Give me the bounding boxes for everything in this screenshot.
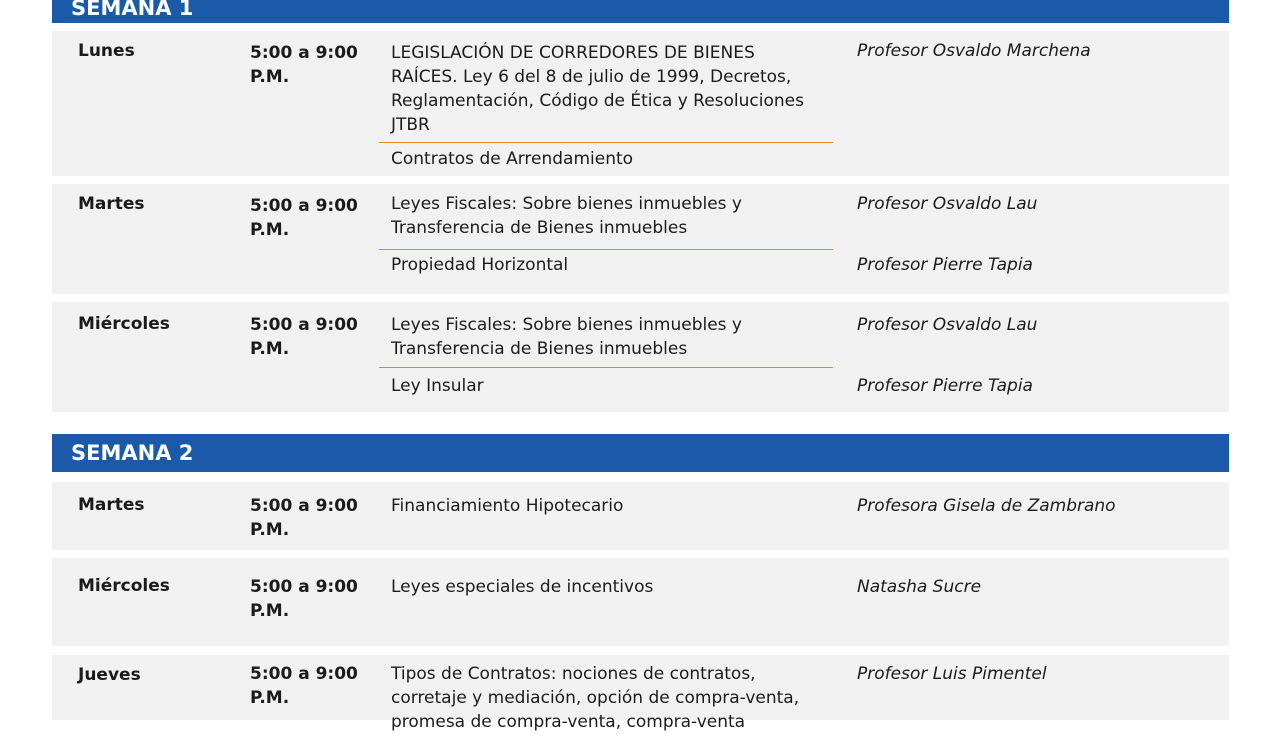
topic-separator <box>379 249 833 250</box>
time-label: 5:00 a 9:00 P.M. <box>250 315 358 359</box>
time-label: 5:00 a 9:00 P.M. <box>250 43 358 87</box>
week-1-header <box>52 0 1229 23</box>
schedule-row <box>52 302 1229 412</box>
topic-text: Leyes Fiscales: Sobre bienes inmuebles y Transferencia de Bienes inmuebles <box>391 315 742 359</box>
time-label: 5:00 a 9:00 P.M. <box>250 577 358 621</box>
time-label: 5:00 a 9:00 P.M. <box>250 664 358 708</box>
professor-name: Profesor Osvaldo Lau <box>857 194 1038 214</box>
day-label: Martes <box>78 495 145 515</box>
topic-text: Leyes especiales de incentivos <box>391 577 654 597</box>
day-label: Miércoles <box>78 576 170 596</box>
week-1-title: SEMANA 1 <box>71 0 194 20</box>
week-2-title: SEMANA 2 <box>71 441 194 465</box>
day-label: Jueves <box>78 665 141 685</box>
schedule-row <box>52 558 1229 646</box>
day-label: Martes <box>78 194 145 214</box>
topic-separator <box>379 142 833 143</box>
day-label: Miércoles <box>78 314 170 334</box>
schedule-row <box>52 482 1229 550</box>
time-label: 5:00 a 9:00 P.M. <box>250 196 358 240</box>
topic-text: Leyes Fiscales: Sobre bienes inmuebles y Transferencia de Bienes inmuebles <box>391 194 742 238</box>
day-label: Lunes <box>78 41 135 61</box>
topic-separator <box>379 367 833 368</box>
week-2-header <box>52 434 1229 472</box>
schedule-row <box>52 655 1229 732</box>
professor-name: Profesor Pierre Tapia <box>857 376 1033 396</box>
topic-text: Propiedad Horizontal <box>391 255 569 275</box>
schedule-row <box>52 31 1229 176</box>
topic-text: Tipos de Contratos: nociones de contratos, corretaje y mediación, opción de compra-venta, promesa de compra-venta, compra-venta <box>391 664 800 732</box>
professor-name: Profesor Luis Pimentel <box>857 664 1047 684</box>
topic-text: Ley Insular <box>391 376 484 396</box>
professor-name: Profesor Pierre Tapia <box>857 255 1033 275</box>
professor-name: Profesor Osvaldo Marchena <box>857 41 1091 61</box>
schedule-row <box>52 184 1229 294</box>
professor-name: Natasha Sucre <box>857 577 982 597</box>
professor-name: Profesora Gisela de Zambrano <box>857 496 1116 516</box>
professor-name: Profesor Osvaldo Lau <box>857 315 1038 335</box>
topic-text: LEGISLACIÓN DE CORREDORES DE BIENES RAÍCES. Ley 6 del 8 de julio de 1999, Decretos, Reglamentación, Código de Ética y Resoluciones JTBR <box>391 43 804 135</box>
time-label: 5:00 a 9:00 P.M. <box>250 496 358 540</box>
topic-text: Financiamiento Hipotecario <box>391 496 624 516</box>
topic-text: Contratos de Arrendamiento <box>391 149 634 169</box>
